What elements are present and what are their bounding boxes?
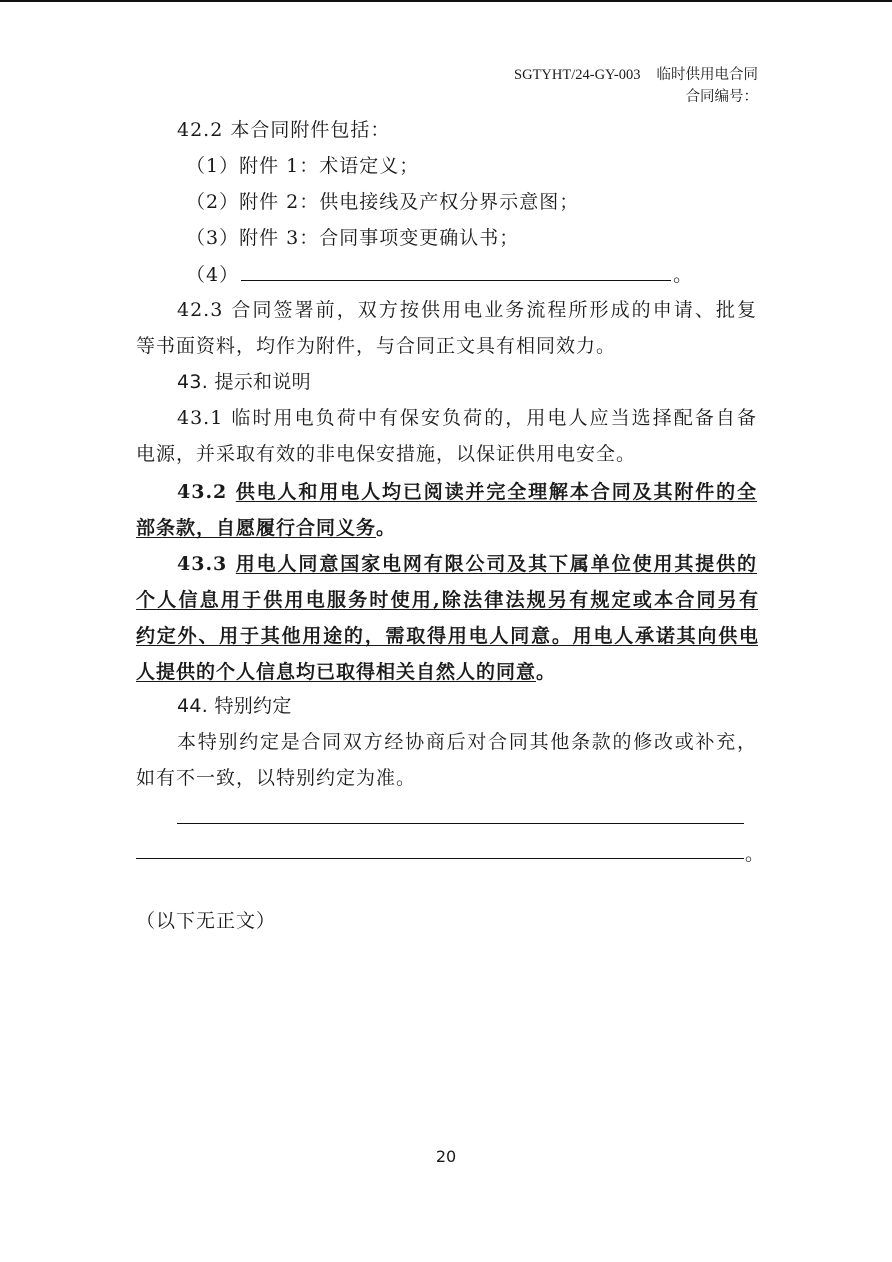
clause-43-3-number: 43.3 [177, 553, 236, 575]
clause-43-3-line-4 [136, 654, 556, 690]
clause-43-1-line-2: 电源，并采取有效的非电保安措施，以保证供用电安全。 [136, 443, 637, 465]
clause-42-3-line-2: 等书面资料，均作为附件，与合同正文具有相同效力。 [136, 335, 617, 357]
attachment-item-2: （2）附件 2：供电接线及产权分界示意图； [186, 191, 580, 213]
attachment-item-4-suffix: 。 [673, 264, 694, 286]
top-border [0, 0, 892, 2]
clause-43-3-line-1 [177, 546, 757, 582]
clause-43-3-text-1: 用电人同意国家电网有限公司及其下属单位使用其提供的 [235, 553, 757, 575]
special-agreement-blank-line-1 [177, 823, 744, 824]
clause-43-heading: 43. 提示和说明 [177, 371, 311, 393]
page-number: 20 [435, 1147, 457, 1166]
contract-number-label: 合同编号： [685, 89, 758, 105]
special-agreement-end: 。 [745, 843, 766, 865]
contract-code: SGTYHT/24-GY-003 [514, 67, 641, 83]
clause-43-2-number: 43.2 [177, 481, 236, 503]
clause-44-line-1: 本特别约定是合同双方经协商后对合同其他条款的修改或补充， [177, 731, 757, 753]
special-agreement-blank-line-2 [136, 858, 744, 859]
clause-43-3-line-2 [136, 582, 758, 618]
clause-43-3-end: 。 [536, 661, 557, 683]
clause-43-2-line-1 [177, 474, 757, 510]
attachment-item-1: （1）附件 1：术语定义； [186, 155, 420, 177]
clause-44-line-2: 如有不一致，以特别约定为准。 [136, 767, 417, 789]
clause-43-3-text-2: 个人信息用于供用电服务时使用,除法律法规另有规定或本合同另有 [136, 589, 758, 611]
attachment-item-4-prefix: （4） [186, 264, 240, 286]
clause-43-2-line-2 [136, 510, 396, 546]
clause-42-2-heading: 42.2 本合同附件包括： [177, 119, 391, 141]
clause-43-3-line-3 [136, 618, 758, 654]
clause-43-3-text-4: 人提供的个人信息均已取得相关自然人的同意 [136, 661, 537, 683]
clause-43-3-text-3: 约定外、用于其他用途的，需取得用电人同意。用电人承诺其向供电 [136, 625, 758, 647]
contract-title: 临时供用电合同 [656, 67, 758, 83]
clause-42-3-line-1: 42.3 合同签署前，双方按供用电业务流程所形成的申请、批复 [177, 299, 757, 321]
attachment-item-3: （3）附件 3：合同事项变更确认书； [186, 227, 520, 249]
attachment-item-4-blank [241, 256, 671, 281]
clause-43-2-text-2: 部条款，自愿履行合同义务 [136, 517, 377, 539]
clause-43-1-line-1: 43.1 临时用电负荷中有保安负荷的，用电人应当选择配备自备 [177, 407, 757, 429]
header-line-1 [514, 64, 758, 86]
clause-44-heading: 44. 特别约定 [177, 695, 292, 717]
clause-43-2-text-1: 供电人和用电人均已阅读并完全理解本合同及其附件的全 [235, 481, 757, 503]
no-further-text-note: （以下无正文） [136, 910, 277, 932]
clause-43-2-end: 。 [376, 517, 397, 539]
attachment-item-4 [186, 256, 693, 293]
page-header [514, 64, 758, 108]
